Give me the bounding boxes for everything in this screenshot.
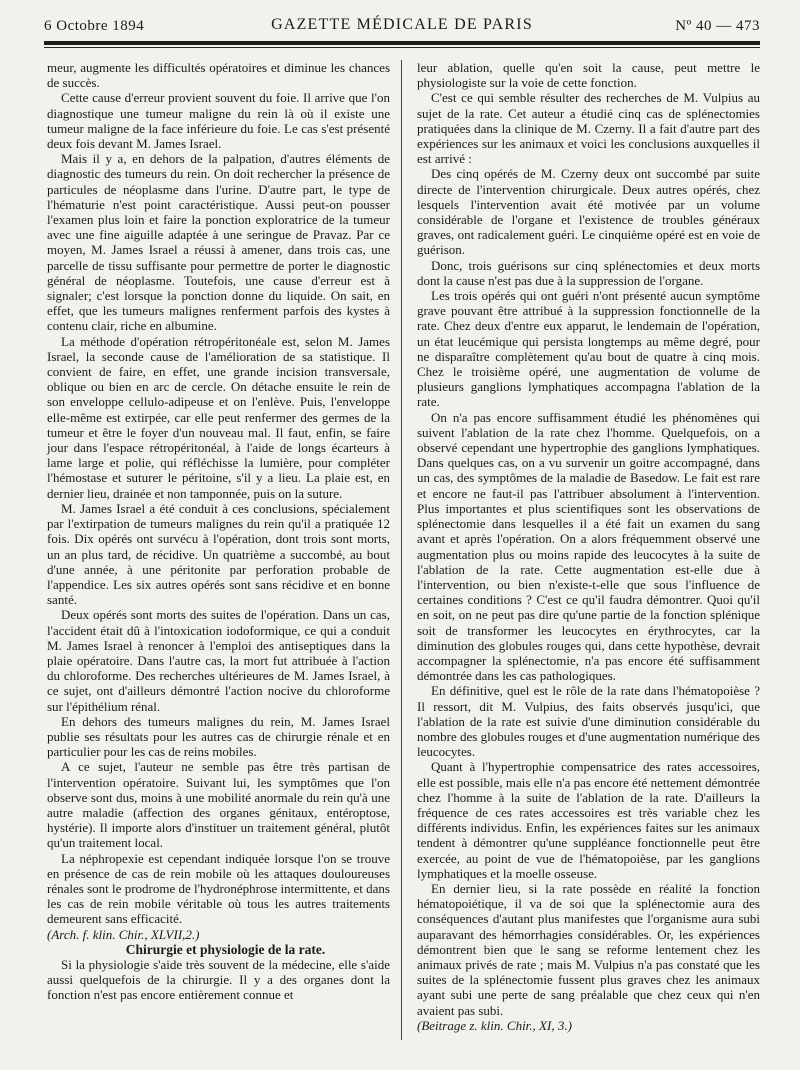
paragraph: Quant à l'hypertrophie compensatrice des rates accessoires, elle est possible, mais elle n'a pas encore été nettement démontrée chez l'homme à la suite de l'ablation de la rate. D'ailleurs la fréquence de ces rates accessoires est très variable chez les différents individus. Enfin, les expériences faites sur les animaux tendent à démontrer qu'une suppléance fonctionnelle peut être exercée, au point de vue de l'hématopoièse, par les ganglions lymphatiques et la moelle osseuse. [417,759,760,881]
paragraph: Donc, trois guérisons sur cinq splénectomies et deux morts dont la cause n'est pas due à la suppression de l'organe. [417,257,760,288]
paragraph: A ce sujet, l'auteur ne semble pas être très partisan de l'intervention opératoire. Suivant lui, les symptômes que l'on observe sont dus, moins à une mobilité anormale du rein qu'à une autre maladie (affection des organes génitaux, entéroptose, hystérie). Il importe alors d'instituer un traitement général, plutôt qu'un traitement local. [47,759,390,851]
paragraph: Si la physiologie s'aide très souvent de la médecine, elle s'aide aussi quelquefois de la chirurgie. Il y a des organes dont la fonction n'est pas encore entièrement connue et [47,956,390,1003]
section-title: Chirurgie et physiologie de la rate. [125,941,326,957]
header-rule-thick [44,41,760,45]
paragraph: En définitive, quel est le rôle de la rate dans l'hématopoièse ? Il ressort, dit M. Vulpius, des faits observés jusqu'ici, que l'ablation de la rate est suivie d'une diminution considérable du nombre des globules rouges et d'une augmentation numérique des leucocytes. [417,683,760,760]
issue-number-page: Nº 40 — 473 [675,18,760,34]
right-column [417,60,760,1033]
journal-title: GAZETTE MÉDICALE DE PARIS [271,16,533,33]
paragraph: Cette cause d'erreur provient souvent du foie. Il arrive que l'on diagnostique une tumeur maligne du rein là où il existe une tumeur maligne de la face inférieure du foie. Le cas s'est présenté deux fois devant M. James Israel. [47,90,390,152]
citation: (Beitrage z. klin. Chir., XI, 3.) [417,1017,572,1033]
paragraph: La néphropexie est cependant indiquée lorsque l'on se trouve en présence de cas de rein mobile où les attaques douloureuses rénales sont le prodrome de l'hydronéphrose intermittente, et dans les cas de rein mobile véritable où tous les autres traitements demeurent sans efficacité. [47,850,390,927]
paragraph: Deux opérés sont morts des suites de l'opération. Dans un cas, l'accident était dû à l'intoxication iodoformique, ce qui a conduit M. James Israel à renoncer à l'emploi des antiseptiques dans la plaie opératoire. Dans l'autre cas, la mort fut attribuée à l'action du chloroforme. Des recherches ultérieures de M. James Israel, à ce sujet, ont d'ailleurs démontré l'action nocive du chloroforme sur l'épithélium rénal. [47,607,390,714]
paragraph: En dernier lieu, si la rate possède en réalité la fonction hématopoiétique, il va de soi que la splénectomie aura des conséquences d'autant plus manifestes que l'organisme aura subi auparavant des hémorrhagies considérables. Or, les expériences démontrent bien que le sang se reforme lentement chez les animaux privés de rate ; mais M. Vulpius n'a pas constaté que les suites de la splénectomie fussent plus graves chez les animaux ayant subi une perte de sang préalable que chez ceux qui n'en avaient pas subi. [417,880,760,1018]
column-divider [401,60,402,1040]
left-column [47,60,390,1003]
paragraph: C'est ce qui semble résulter des recherches de M. Vulpius au sujet de la rate. Cet auteur a étudié cinq cas de splénectomies pratiquées dans la clinique de M. Czerny. Il a fait d'autre part des expériences sur les animaux et voici les conclusions auxquelles il est arrivé : [417,90,760,167]
paragraph: Mais il y a, en dehors de la palpation, d'autres éléments de diagnostic des tumeurs du rein. On doit rechercher la présence de particules de néoplasme dans l'urine. D'autre part, le type de l'hématurie n'est point caractéristique. Aussi peut-on pousser l'examen plus loin et faire la ponction exploratrice de la tumeur avec une fine aiguille adaptée à une seringue de Pravaz. Par ce moyen, M. James Israel a réussi à amener, dans trois cas, une parcelle de tissu suffisante pour permettre de porter le diagnostic général de néoplasme. Toutefois, une cause d'erreur est à signaler; c'est lorsque la ponction donne du liquide. On sait, en effet, que les tumeurs malignes renferment parfois des kystes à contenu clair, riche en albumine. [47,151,390,334]
citation: (Arch. f. klin. Chir., XLVII,2.) [47,926,200,942]
paragraph: On n'a pas encore suffisamment étudié les phénomènes qui suivent l'ablation de la rate chez l'homme. Quelquefois, on a observé cependant une hypertrophie des ganglions lymphatiques. Dans quelques cas, on a vu survenir un goitre accompagné, dans un cas, des symptômes de la maladie de Basedow. Le fait est rare et encore ne faut-il pas l'attribuer absolument à l'intervention. Plus importantes et plus scientifiques sont les observations de splénectomie dans lesquelles il a été fait un examen du sang avant et après l'opération. On a alors fréquemment observé une augmentation plus ou moins rapide des leucocytes à la suite de l'ablation de la rate. Cette augmentation est-elle due à l'intervention, ou bien n'existe-t-elle que sous l'influence de certaines conditions ? C'est ce qu'il faudra démontrer. Quoi qu'il en soit, on ne peut pas dire qu'une partie de la fonction splénique soit de transformer les leucocytes en érythrocytes, car la diminution des globules rouges qui, dans cette hypothèse, devrait accompagner la splénectomie, n'a pas encore été suffisamment démontrée dans les cas pathologiques. [417,409,760,684]
paragraph: M. James Israel a été conduit à ces conclusions, spécialement par l'extirpation de tumeurs malignes du rein qu'il a pratiquée 12 fois. Dix opérés ont survécu à l'opération, dont trois sont morts, un an plus tard, de récidive. Un quatrième a succombé, au bout d'une année, à une péritonite par perforation probable de l'appendice. Les six autres opérés sont sans récidive et en bonne santé. [47,500,390,608]
paragraph: Des cinq opérés de M. Czerny deux ont succombé par suite directe de l'intervention chirurgicale. Deux autres opérés, chez lesquels l'intervention avait été motivée par un volume considérable de l'organe et l'existence de troubles généraux graves, ont radicalement guéri. Le cinquième opéré est en voie de guérison. [417,166,760,258]
paragraph: La méthode d'opération rétropéritonéale est, selon M. James Israel, la seconde cause de l'amélioration de sa statistique. Il convient de faire, en effet, une grande incision transversale, oblique ou bien en arc de cercle. On détache ensuite le rein de son enveloppe cellulo-adipeuse et on l'enlève. Puis, l'enveloppe elle-même est extirpée, car elle peut renfermer des germes de la tumeur et être le foyer d'un nouveau mal. Il faut, enfin, se faire jour dans l'espace rétropéritonéal, à l'aide de longs écarteurs à lame large et polie, qui réfléchisse la lumière, pour compléter l'hémostase et suturer le péritoine, s'il y a lieu. La plaie est, en dernier lieu, drainée et non tamponnée, puis on la suture. [47,333,390,501]
header-rule-thin [44,47,760,48]
issue-date: 6 Octobre 1894 [44,18,145,34]
paragraph: En dehors des tumeurs malignes du rein, M. James Israel publie ses résultats pour les autres cas de chirurgie rénale et en particulier pour les cas de reins mobiles. [47,713,390,760]
paragraph: meur, augmente les difficultés opératoires et diminue les chances de succès. [47,60,390,91]
paragraph: Les trois opérés qui ont guéri n'ont présenté aucun symptôme grave pouvant être attribué à la suppression fonctionnelle de la rate. Chez deux d'entre eux apparut, le lendemain de l'opération, un état leucémique qui persista longtemps au même degré, pour ne disparaître complètement qu'au bout de quatre à cinq mois. Chez le troisième opéré, une augmentation de volume de plusieurs ganglions lymphatiques accompagna l'ablation de la rate. [417,288,760,410]
page-header [44,14,760,40]
paragraph: leur ablation, quelle qu'en soit la cause, peut mettre le physiologiste sur la voie de cette fonction. [417,60,760,91]
